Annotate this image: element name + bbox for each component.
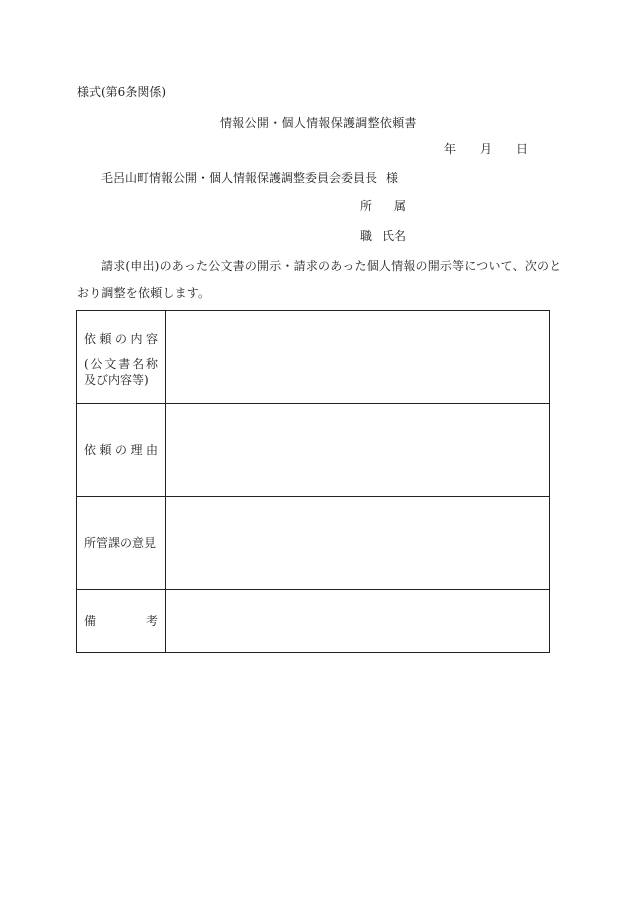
sender-name-label <box>360 230 406 242</box>
body-text-line-1: 請求(申出)のあった公文書の開示・請求のあった個人情報の開示等について、次のと <box>101 259 562 273</box>
department-opinion-label-cell <box>77 497 166 590</box>
label-char: 称 <box>145 357 158 371</box>
department-opinion-field[interactable] <box>166 497 550 590</box>
table-row-department-opinion <box>77 497 550 590</box>
label-char: 依 <box>84 332 97 346</box>
sender-department-char-2: 属 <box>393 199 406 213</box>
date-year-label: 年 <box>444 142 457 156</box>
label-char: 理 <box>130 442 143 457</box>
form-number-label: 様式(第6条関係) <box>77 85 166 99</box>
label-char: 頼 <box>99 442 112 457</box>
request-form-table <box>76 310 550 653</box>
label-char: 依 <box>84 442 97 457</box>
date-month-label: 月 <box>480 142 493 156</box>
label-char: 備 <box>84 613 97 628</box>
body-text-line-2: おり調整を依頼します。 <box>77 286 211 300</box>
request-content-note-line-2: 及び内容等) <box>84 373 149 387</box>
request-content-label <box>77 331 165 348</box>
label-char: の <box>114 332 127 346</box>
sender-department-label <box>360 200 406 212</box>
label-char: 考 <box>145 613 158 628</box>
label-char: ( <box>84 357 89 371</box>
sender-department-char-1: 所 <box>360 199 373 213</box>
table-row-request-content <box>77 311 550 404</box>
remarks-label-cell <box>77 590 166 653</box>
label-char: 公 <box>90 357 103 371</box>
remarks-label <box>77 613 165 630</box>
label-char: 容 <box>145 332 158 346</box>
request-content-label-cell <box>77 311 166 404</box>
request-content-field[interactable] <box>166 311 550 404</box>
addressee-honorific: 様 <box>386 171 399 185</box>
table-row-remarks <box>77 590 550 653</box>
table-row-request-reason <box>77 404 550 497</box>
label-char: 文 <box>104 357 117 371</box>
label-char: 頼 <box>99 332 112 346</box>
label-char: 名 <box>132 357 145 371</box>
date-day-label: 日 <box>516 142 529 156</box>
label-char: 由 <box>145 442 158 457</box>
label-char: 内 <box>130 332 143 346</box>
sender-name-chars: 氏名 <box>381 229 406 243</box>
remarks-field[interactable] <box>166 590 550 653</box>
request-reason-field[interactable] <box>166 404 550 497</box>
addressee-name: 毛呂山町情報公開・個人情報保護調整委員会委員長 <box>101 171 378 185</box>
request-reason-label-cell <box>77 404 166 497</box>
document-title: 情報公開・個人情報保護調整依頼書 <box>220 116 417 130</box>
label-char: 書 <box>118 357 131 371</box>
sender-title-char: 職 <box>360 229 373 243</box>
request-content-note-line-1 <box>77 356 165 372</box>
department-opinion-label: 所管課の意見 <box>84 535 157 550</box>
request-reason-label <box>77 442 165 459</box>
label-char: の <box>114 442 127 457</box>
